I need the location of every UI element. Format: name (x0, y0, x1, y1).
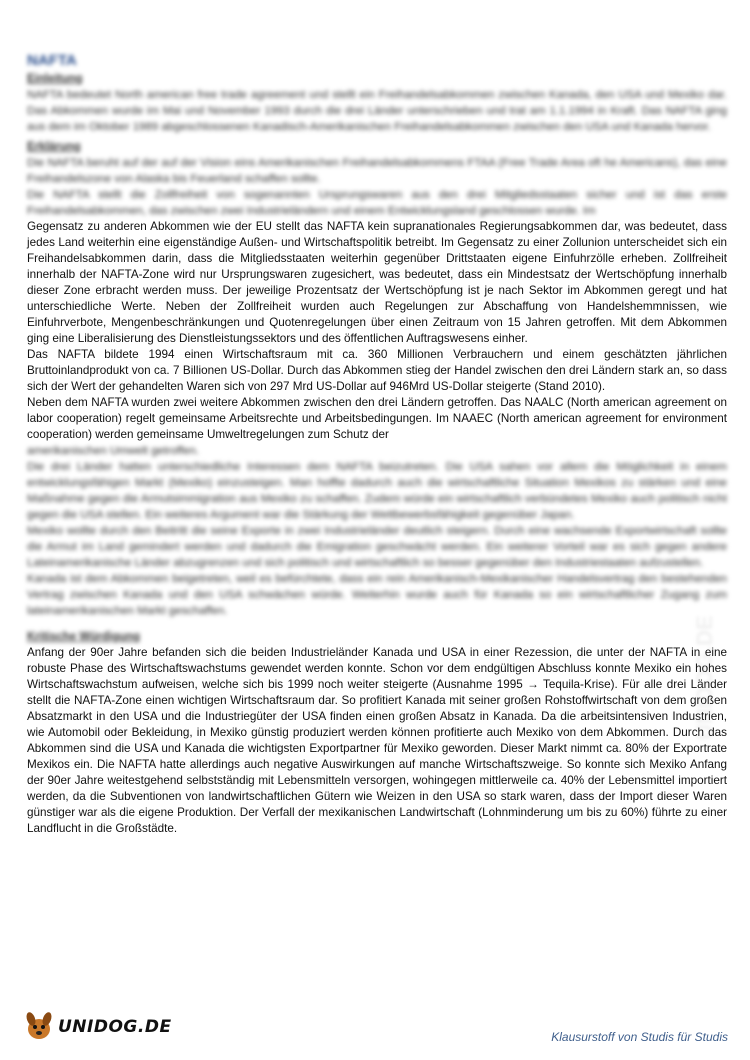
wuerdigung-paragraph: Anfang der 90er Jahre befanden sich die beiden Industrieländer Kanada und USA in einer Rezession, die unter der NAFTA in eine robuste Phase des Wirtschaftswachstums gewendet werden konnte. Schon vor dem endgültigen Abschluss konnte Mexiko ein hohes Wirtschaftswachstum aufweisen, welche sich bis 1999 noch weiter steigerte (Ausnahme 1995 → Tequila-Krise). Für alle drei Länder stellt die NAFTA-Zone einen wichtigen Wirtschaftsraum dar. So profitiert Kanada mit seiner großen Rohstoffwirtschaft von dem großen Absatzmarkt in den USA und die Industriegüter der USA finden einen großen Absatz in Kanada. Da die arbeitsintensiven Industrien, wie Automobil oder Bekleidung, in Mexiko günstig produziert werden können profitierte auch Mexiko von dem Abkommen. Durch das Abkommen sind die USA und Kanada die wichtigsten Exportpartner für Mexiko geworden. Dieser Markt nimmt ca. 80% der Exportrate Mexikos ein. Die NAFTA hatte allerdings auch negative Auswirkungen auf manche Wirtschaftszweige. So konnte sich Mexiko Anfang der 90er Jahre weitestgehend selbstständig mit Lebensmitteln versorgen, wohingegen mittlerweile ca. 40% der Lebensmittel importiert werden, da die Subventionen von landwirtschaftlichen Gütern wie Weizen in den USA so stark waren, dass der Import dieser Waren günstiger war als die eigene Produktion. Der Verfall der mexikanischen Landwirtschaft (Lohnminderung um bis zu 60%) führte zu einer Landflucht in die Großstädte. (27, 646, 727, 835)
watermark: UNIDOG.DE (692, 615, 717, 740)
section-heading-erklaerung: Erklärung (27, 141, 81, 153)
erklaerung-paragraph-2: Das NAFTA bildete 1994 einen Wirtschaftsraum mit ca. 360 Millionen Verbrauchern und einem geschätzten jährlichen Bruttoinlandprodukt von ca. 7 Billionen US-Dollar. Durch das Abkommen stieg der Handel zwischen den drei Ländern stark an, so dass sich der Wert der gehandelten Waren sich von 297 Mrd US-Dollar auf 946Mrd US-Dollar steigerte (Stand 2010). (27, 348, 727, 393)
erklaerung-paragraph-3: Neben dem NAFTA wurden zwei weitere Abkommen zwischen den drei Ländern getroffen. Das NAALC (North american agreement on labor cooperation) regelt gemeinsame Arbeitsrechte und Arbeitsbedingungen. Im NAAEC (North american agreement for environment cooperation) werden gemeinsame Umweltregelungen zum Schutz der (27, 396, 727, 441)
erklaerung-blur-after-4: Kanada ist dem Abkommen beigetreten, weil es befürchtete, dass ein rein Amerikanisch-Mexikanischer Handelsvertrag den bestehenden Vertrag zwischen Kanada und den USA schwächen würde. Weiterhin wurde auch für Kanada so ein wirtschaftlicher Zugang zum lateinamerikanischen Markt geschaffen. (27, 573, 727, 617)
erklaerung-blur-after-2: Die drei Länder hatten unterschiedliche Interessen dem NAFTA beizutreten. Die USA sahen vor allem die Möglichkeit in einem entwicklungsfähigen Markt (Mexiko) einzusteigen. Man hoffte dadurch auch die wirtschaftliche Situation Mexikos zu stärken und eine Maßnahme gegen die Armutsimmigration aus Mexiko zu schaffen. Zudem würde ein wirtschaftlich verbündetes Mexiko auch politisch nicht gegen die USA stellen. Ein weiteres Argument war die Stärkung der Wettbewerbsfähigkeit gegenüber Japan. (27, 461, 727, 521)
document-page (27, 52, 727, 837)
document-title: NAFTA (27, 52, 77, 69)
footer-logo-text: UNIDOG.DE (58, 1017, 172, 1037)
footer-logo (24, 1010, 172, 1044)
erklaerung-blur-line-1: Die NAFTA beruht auf der auf der Vision eins Amerikanischen Freihandelsabkommens FTAA (Free Trade Area oft he Americans), das eine Freihandelszone von Alaska bis Feuerland schaffen sollte. (27, 157, 727, 185)
section-heading-einleitung: Einleitung (27, 73, 83, 85)
erklaerung-blur-line-2: Die NAFTA stellt die Zollfreiheit von sogenannten Ursprungswaren aus den drei Mitgliedsstaaten sicher und ist das erste Freihandelsabkommen, das zwischen zwei Industrieländern und einem Entwicklungsland geschlossen wurde. Im (27, 189, 727, 217)
erklaerung-paragraph-1: Gegensatz zu anderen Abkommen wie der EU stellt das NAFTA kein supranationales Regierungsabkommen dar, was bedeutet, dass jedes Land weiterhin eine eigenständige Außen- und Wirtschaftspolitik betreibt. Im Gegensatz zu einer Zollunion unterscheidet sich ein Freihandelsabkommen darin, dass die Mitgliedsstaaten weiterhin gegenüber Drittstaaten eigene Einfuhrzölle erheben. Zollfreiheit innerhalb der NAFTA-Zone wird nur Ursprungswaren zugesichert, was bedeutet, dass ein Mindestsatz der Wertschöpfung innerhalb dieser Zone erbracht werden muss. Der jeweilige Prozentsatz der Wertschöpfung ist je nach Sektor im Abkommen geregt und hat unterschiedliche Werte. Neben der Zollfreiheit wurden auch Regelungen zur Abschaffung von Handelshemmnissen, wie Einfuhrverbote, Mengenbeschränkungen und Quotenregelungen über einen Zeitraum von 15 Jahren getroffen. Mit dem Abkommen ging eine Liberalisierung des Dienstleistungssektors und des öffentlichen Auftragswesens einher. (27, 220, 727, 345)
section-heading-wuerdigung: Kritische Würdigung (27, 631, 141, 643)
erklaerung-blur-after-3: Mexiko wollte durch den Beitritt die seine Exporte in zwei Industrieländer deutlich steigern. Durch eine wachsende Exportwirtschaft sollte die Armut im Land gemindert werden und dadurch die Emigration geschwächt werden. Ein weiterer Vorteil war es sich gegen andere Lateinamerikanische Länder abzugrenzen und sich politisch und wirtschaftlich so besser gegenüber den Industriestaaten aufzustellen. (27, 525, 727, 569)
erklaerung-blur-after-1: amerikanischen Umwelt getroffen. (27, 445, 199, 457)
footer-tagline: Klausurstoff von Studis für Studis (551, 1030, 728, 1044)
dog-mascot-icon (24, 1009, 54, 1046)
einleitung-paragraph: NAFTA bedeutet North american free trade agreement und stellt ein Freihandelsabkommen zwischen Kanada, den USA und Mexiko dar. Das Abkommen wurde im Mai und November 1993 durch die drei Länder unterschrieben und trat am 1.1.1994 in Kraft. Das NAFTA ging aus dem im Oktober 1989 abgeschlossenen Kanadisch-Amerikanischen Freihandelsabkommen zwischen den USA und Kanada hervor. (27, 89, 727, 133)
